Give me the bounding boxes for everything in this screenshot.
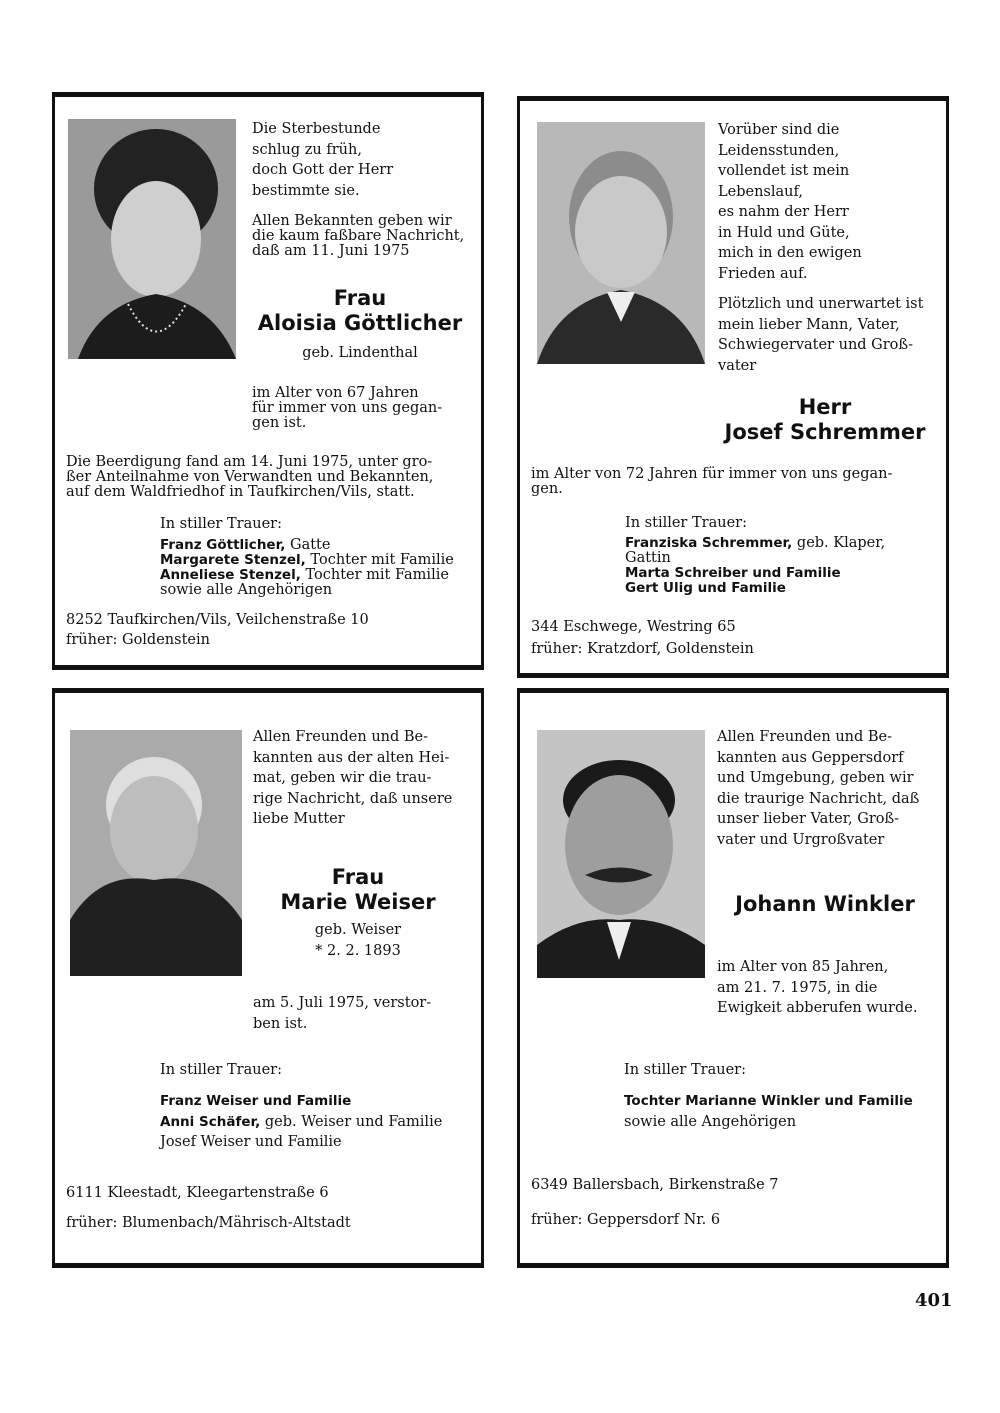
portrait-man-icon [537, 122, 705, 364]
former-address: früher: Blumenbach/Mährisch-Altstadt [66, 1215, 351, 1231]
mourning-label: In stiller Trauer: [624, 1062, 746, 1078]
mourning-label: In stiller Trauer: [160, 516, 282, 532]
age-text: im Alter von 85 Jahren, am 21. 7. 1975, in die Ewigkeit abberufen wurde. [717, 959, 918, 1016]
birth-info: geb. Weiser * 2. 2. 1893 [314, 922, 402, 959]
birth-name: geb. Lindenthal [302, 345, 418, 361]
mourners-list: Franz Weiser und Familie Anni Schäfer, geb. Weiser und Familie Josef Weiser und Familie [160, 1093, 443, 1150]
intro-text: Allen Bekannten geben wir die kaum faßbare Nachricht, daß am 11. Juni 1975 [252, 213, 465, 259]
age-text: im Alter von 72 Jahren für immer von uns gegan- gen. [531, 466, 893, 497]
former-address: früher: Kratzdorf, Goldenstein [531, 641, 754, 657]
mourning-label: In stiller Trauer: [625, 515, 747, 531]
address: 6111 Kleestadt, Kleegartenstraße 6 [66, 1185, 329, 1201]
funeral-text: Die Beerdigung fand am 14. Juni 1975, unter gro- ßer Anteilnahme von Verwandten und Bekannten, auf dem Waldfriedhof in Taufkirchen/Vils, statt. [66, 454, 434, 500]
intro-text: Allen Freunden und Be- kannten aus Geppersdorf und Umgebung, geben wir die traurige Nachricht, daß unser lieber Vater, Groß- vater und Urgroßvater [717, 729, 920, 848]
deceased-name: Johann Winkler [735, 892, 915, 916]
death-text: am 5. Juli 1975, verstor- ben ist. [253, 995, 432, 1032]
deceased-name: Frau Aloisia Göttlicher [257, 286, 463, 335]
intro-text: Allen Freunden und Be- kannten aus der alten Hei- mat, geben wir die trau- rige Nachricht, daß unsere liebe Mutter [253, 729, 453, 827]
portrait-photo [537, 730, 705, 978]
former-address: früher: Geppersdorf Nr. 6 [531, 1212, 721, 1228]
mourners-list: Franziska Schremmer, geb. Klaper, Gattin Marta Schreiber und Familie Gert Ulig und Familie [625, 535, 886, 596]
address: 8252 Taufkirchen/Vils, Veilchenstraße 10 [66, 612, 369, 628]
mourners-list: Franz Göttlicher, Gatte Margarete Stenzel, Tochter mit Familie Anneliese Stenzel, Tochter mit Familie sowie alle Angehörigen [160, 537, 454, 598]
portrait-man-icon [537, 730, 705, 978]
portrait-photo [537, 122, 705, 364]
poem-text: Vorüber sind die Leidensstunden, vollendet ist mein Lebenslauf, es nahm der Herr in Huld und Güte, mich in den ewigen Frieden auf. [718, 122, 862, 282]
page-number: 401 [915, 1290, 953, 1311]
mourners-list: Tochter Marianne Winkler und Familie sowie alle Angehörigen [624, 1093, 913, 1130]
mourning-label: In stiller Trauer: [160, 1062, 282, 1078]
age-text: im Alter von 67 Jahren für immer von uns gegan- gen ist. [252, 385, 443, 431]
intro-text: Plötzlich und unerwartet ist mein lieber Mann, Vater, Schwiegervater und Groß- vater [718, 296, 924, 374]
portrait-woman-icon [68, 119, 236, 359]
deceased-name: Frau Marie Weiser [280, 865, 436, 914]
portrait-woman-icon [70, 730, 242, 976]
portrait-photo [68, 119, 236, 359]
portrait-photo [70, 730, 242, 976]
address: 344 Eschwege, Westring 65 [531, 619, 736, 635]
former-address: früher: Goldenstein [66, 632, 210, 648]
deceased-name: Herr Josef Schremmer [724, 395, 926, 444]
address: 6349 Ballersbach, Birkenstraße 7 [531, 1177, 779, 1193]
poem-text: Die Sterbestunde schlug zu früh, doch Gott der Herr bestimmte sie. [252, 121, 394, 199]
